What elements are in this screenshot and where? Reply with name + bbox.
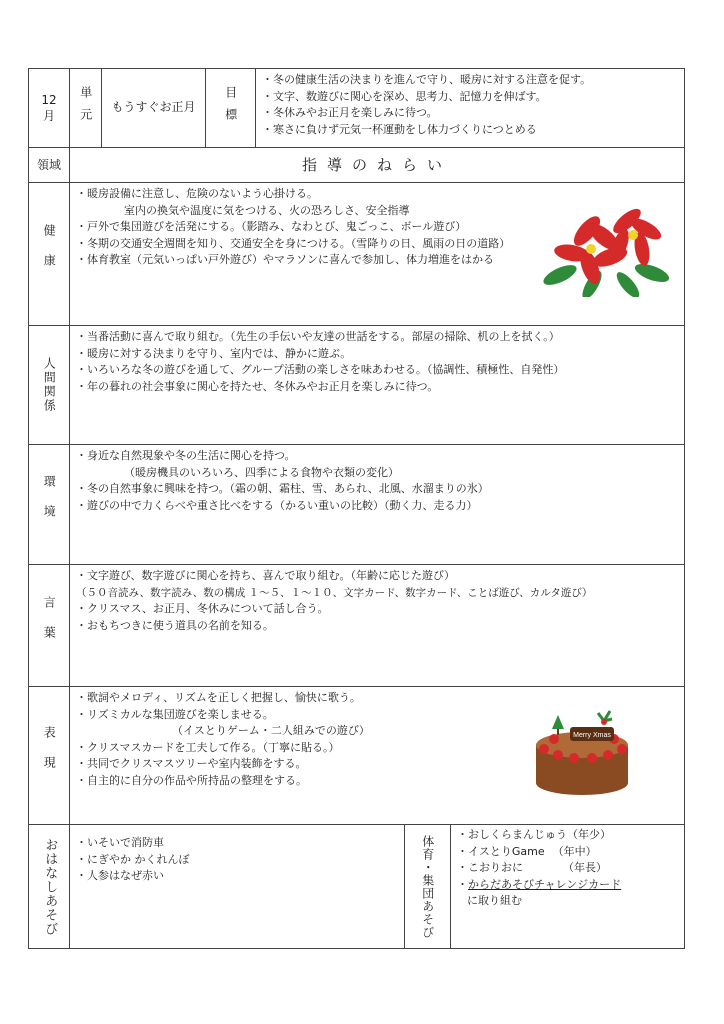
- pe-item: [457, 860, 676, 877]
- pe-item-note: （年少）: [567, 828, 611, 841]
- story-label-cell: [29, 825, 70, 949]
- relations-line: ・当番活動に喜んで取り組む。（先生の手伝いや友達の世話をする。部屋の掃除、机の上を拭く。）: [76, 330, 560, 343]
- month-suffix: 月: [42, 109, 55, 123]
- expression-line: ・共同でクリスマスツリーや室内装飾をする。: [76, 757, 307, 770]
- section-health: [29, 183, 685, 326]
- health-label: 健康: [42, 224, 57, 284]
- goal-line: ・寒さに負けず元気一杯運動をし体力づくりにつとめる: [262, 122, 537, 136]
- pe-challenge-bullet: ・: [457, 877, 468, 891]
- language-content: [70, 565, 685, 687]
- bottom-row: [29, 825, 685, 949]
- section-environment: [29, 445, 685, 565]
- health-line: 室内の換気や温度に気をつける、火の恐ろしさ、安全指導: [124, 203, 410, 217]
- language-line: ・クリスマス、お正月、冬休みについて話し合う。: [76, 602, 329, 615]
- aim-title: 指導のねらい: [70, 148, 685, 183]
- month-number: 12: [41, 92, 57, 107]
- story-label: おはなしあそび: [42, 837, 58, 936]
- pe-label: 体育・集団あそび: [420, 834, 435, 939]
- expression-line: ・クリスマスカードを工夫して作る。（丁寧に貼る。）: [76, 740, 340, 754]
- goals-cell: [256, 69, 685, 148]
- pe-content: [451, 825, 685, 949]
- pe-challenge-link[interactable]: からだあそびチャレンジカード: [468, 877, 622, 891]
- goal-line: ・文字、数遊びに関心を深め、思考力、記憶力を伸ばす。: [262, 89, 547, 103]
- relations-line: ・年の暮れの社会事象に関心を持たせ、冬休みやお正月を楽しみに待つ。: [76, 379, 439, 393]
- month-cell: [29, 69, 70, 148]
- section-relations: [29, 326, 685, 445]
- goal-label-cell: [206, 69, 256, 148]
- health-line: ・冬期の交通安全週間を知り、交通安全を身につける。（雪降りの日、風雨の日の道路）: [76, 236, 511, 250]
- expression-line: （イスとりゲーム・二人組みでの遊び）: [172, 724, 370, 737]
- expression-content: [70, 687, 685, 825]
- language-line: ・おもちつきに使う道具の名前を知る。: [76, 618, 274, 632]
- pe-item-text: ・こおりおに: [457, 861, 523, 874]
- expression-line: ・自主的に自分の作品や所持品の整理をする。: [76, 773, 307, 787]
- curriculum-sheet: [28, 68, 684, 949]
- unit-label-cell: [70, 69, 102, 148]
- relations-line: ・暖房に対する決まりを守り、室内では、静かに遊ぶ。: [76, 346, 352, 360]
- health-line: ・暖房設備に注意し、危険のないよう心掛ける。: [76, 187, 318, 200]
- christmas-cake-illustration: [534, 701, 634, 801]
- pe-challenge-rest: に取り組む: [467, 894, 522, 907]
- expression-line: ・歌詞やメロディ、リズムを正しく把握し、愉快に歌う。: [76, 691, 361, 704]
- relations-label: 人間関係: [42, 357, 57, 413]
- pe-item-note: （年長）: [563, 861, 607, 874]
- pe-item: [457, 827, 676, 844]
- unit-value-cell: [102, 69, 206, 148]
- language-label-cell: [29, 565, 70, 687]
- health-label-cell: [29, 183, 70, 326]
- pe-item-text: ・おしくらまんじゅう: [457, 828, 567, 841]
- cake-plate-text: Merry Xmas: [573, 732, 611, 739]
- language-line: ・文字遊び、数字遊びに関心を持ち、喜んで取り組む。（年齢に応じた遊び）: [76, 569, 456, 582]
- goal-line: ・冬の健康生活の決まりを進んで守り、暖房に対する注意を促す。: [262, 73, 592, 86]
- relations-line: ・いろいろな冬の遊びを通して、グループ活動の楽しさを味あわせる。（協調性、積極性、自発性）: [76, 363, 565, 376]
- domain-label: 領域: [29, 148, 70, 183]
- pe-item-note: （年中）: [552, 844, 597, 858]
- story-item: ・人参はなぜ赤い: [76, 869, 164, 882]
- language-label: 言葉: [42, 595, 57, 656]
- relations-content: [70, 326, 685, 445]
- unit-label: 単元: [78, 86, 93, 130]
- health-line: ・体育教室（元気いっぱい戸外遊び）やマラソンに喜んで参加し、体力増進をはかる: [76, 253, 494, 266]
- environment-label: 環境: [42, 474, 57, 535]
- expression-label-cell: [29, 687, 70, 825]
- aim-row: [29, 148, 685, 183]
- unit-value: もうすぐお正月: [111, 100, 196, 115]
- environment-line: ・遊びの中で力くらべや重さ比べをする（かるい重いの比較）（動く力、走る力）: [76, 498, 478, 512]
- goal-line: ・冬休みやお正月を楽しみに待つ。: [262, 106, 438, 119]
- plan-table: [28, 68, 685, 949]
- environment-line: ・身近な自然現象や冬の生活に関心を持つ。: [76, 449, 296, 462]
- environment-line: ・冬の自然事象に興味を持つ。（霜の朝、霜柱、雪、あられ、北風、水溜まりの氷）: [76, 482, 489, 495]
- language-line: （５０音読み、数字読み、数の構成 １～５、１～１０、文字カード、数字カード、ことば遊び、カルタ遊び）: [76, 586, 593, 599]
- section-language: [29, 565, 685, 687]
- relations-label-cell: [29, 326, 70, 445]
- story-item: ・にぎやか かくれんぼ: [76, 852, 190, 866]
- health-content: [70, 183, 685, 326]
- pe-item-text: ・イスとりGame: [457, 844, 545, 858]
- pe-label-cell: [405, 825, 451, 949]
- environment-label-cell: [29, 445, 70, 565]
- section-expression: [29, 687, 685, 825]
- expression-line: ・リズミカルな集団遊びを楽しませる。: [76, 707, 274, 721]
- header-row: [29, 69, 685, 148]
- pe-challenge: [457, 877, 676, 894]
- poinsettia-illustration: [542, 201, 670, 297]
- health-line: ・戸外で集団遊びを活発にする。（影踏み、なわとび、鬼ごっこ、ボール遊び）: [76, 220, 467, 233]
- story-content: [70, 825, 405, 949]
- environment-content: [70, 445, 685, 565]
- pe-item: [457, 844, 676, 861]
- expression-label: 表現: [42, 725, 57, 786]
- story-item: ・いそいで消防車: [76, 836, 164, 849]
- environment-line: （暖房機具のいろいろ、四季による食物や衣類の変化）: [124, 465, 399, 479]
- goal-label: 目標: [223, 86, 238, 130]
